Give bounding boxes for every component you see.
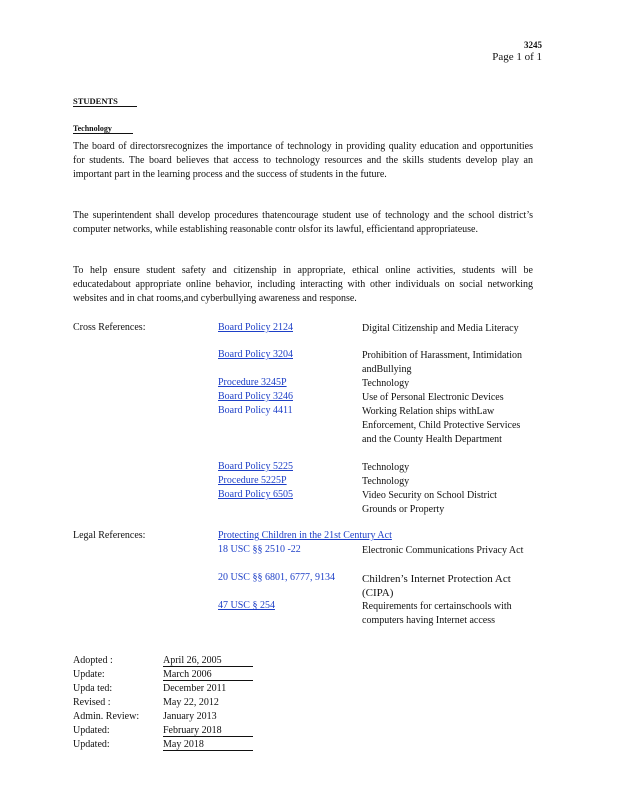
history-value: April 26, 2005 — [163, 655, 253, 667]
history-label: Update: — [73, 669, 105, 680]
legal-ref-description: Requirements for certainschools with computers having Internet access — [362, 601, 512, 626]
cross-ref-link[interactable]: Board Policy 4411 — [218, 405, 293, 416]
policy-number: 3245 — [524, 40, 542, 50]
legal-ref-citation: 18 USC §§ 2510 -22 — [218, 544, 301, 555]
paragraph-3: To help ensure student safety and citizenship in appropriate, ethical online activities, students will be educatedabout appropriate online behavior, including interacting with other individuals on social networking websites and in chat rooms,and cyberbullying awareness and response. — [73, 265, 533, 304]
legal-references-label: Legal References: — [73, 530, 146, 541]
history-label: Updated: — [73, 725, 110, 736]
cross-ref-description: Working Relation ships withLaw Enforcement, Child Protective Services and the County Health Department — [362, 406, 521, 445]
history-label: Revised : — [73, 697, 111, 708]
legal-ref-description: Electronic Communications Privacy Act — [362, 545, 524, 556]
cross-ref-link[interactable]: Board Policy 2124 — [218, 322, 293, 333]
cross-ref-description: Technology — [362, 476, 410, 487]
paragraph-1: The board of directorsrecognizes the importance of technology in providing quality education and opportunities for students. The board believes that access to technology resources and the skills students develop play an important part in the learning process and the success of students in the future. — [73, 141, 533, 180]
cross-ref-description: Technology — [362, 462, 410, 473]
cross-ref-description: Use of Personal Electronic Devices — [362, 392, 504, 403]
section-heading: STUDENTS — [73, 96, 137, 107]
legal-ref-link[interactable]: 47 USC § 254 — [218, 600, 275, 611]
history-label: Updated: — [73, 739, 110, 750]
cross-ref-link[interactable]: Board Policy 6505 — [218, 489, 293, 500]
legal-ref-citation: 20 USC §§ 6801, 6777, 9134 — [218, 572, 335, 583]
history-value: March 2006 — [163, 669, 253, 681]
legal-ref-link[interactable]: Protecting Children in the 21st Century Act — [218, 530, 392, 541]
legal-ref-description: Children’s Internet Protection Act (CIPA) — [362, 573, 511, 599]
cross-ref-link[interactable]: Procedure 5225P — [218, 475, 287, 486]
cross-ref-link[interactable]: Board Policy 3246 — [218, 391, 293, 402]
history-value: February 2018 — [163, 725, 253, 737]
history-label: Admin. Review: — [73, 711, 140, 722]
cross-ref-description: Digital Citizenship and Media Literacy — [362, 323, 519, 334]
history-value: May 2018 — [163, 739, 253, 751]
cross-ref-description: Technology — [362, 378, 410, 389]
paragraph-2: The superintendent shall develop procedures thatencourage student use of technology and the school district’s computer networks, while establishing reasonable contr olsfor its lawful, efficientand appropriateuse. — [73, 210, 533, 235]
history-label: Adopted : — [73, 655, 113, 666]
cross-references-label: Cross References: — [73, 322, 146, 333]
cross-ref-link[interactable]: Board Policy 3204 — [218, 349, 293, 360]
page-indicator: Page 1 of 1 — [492, 51, 542, 63]
history-value: December 2011 — [163, 683, 227, 694]
history-label: Upda ted: — [73, 683, 113, 694]
cross-ref-link[interactable]: Board Policy 5225 — [218, 461, 293, 472]
history-value: January 2013 — [163, 711, 217, 722]
cross-ref-description: Prohibition of Harassment, Intimidation andBullying — [362, 350, 522, 375]
history-value: May 22, 2012 — [163, 697, 219, 708]
cross-ref-link[interactable]: Procedure 3245P — [218, 377, 287, 388]
cross-ref-description: Video Security on School District Grounds or Property — [362, 490, 497, 515]
subsection-heading: Technology — [73, 124, 133, 134]
